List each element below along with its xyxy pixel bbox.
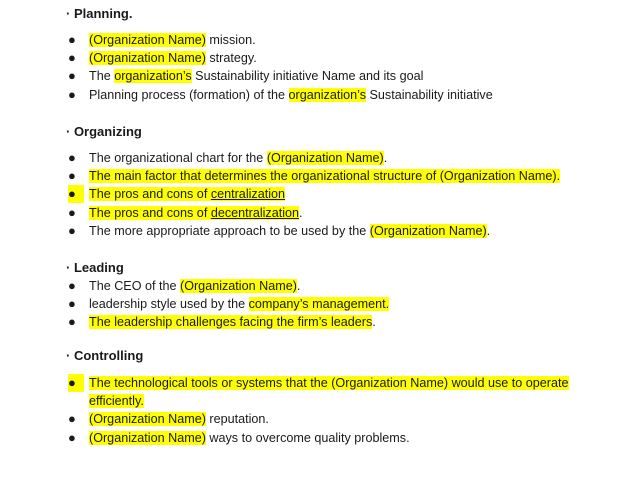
bullet-icon: ● (68, 32, 76, 47)
bullet-icon: ● (68, 223, 76, 238)
text-segment: . (299, 206, 303, 220)
text-segment: leadership style used by the (89, 297, 249, 311)
list-item (68, 204, 303, 222)
text-segment: . (372, 315, 376, 329)
text-segment: Sustainability initiative (366, 88, 493, 102)
list-item-text (89, 86, 493, 104)
highlighted-text: The pros and cons of (89, 187, 211, 201)
text-segment: Planning process (formation) of the (89, 88, 289, 102)
list-item (68, 277, 300, 295)
list-item (68, 410, 269, 428)
bullet-icon: ● (68, 168, 76, 183)
list-item-text (89, 313, 376, 331)
text-segment: The more appropriate approach to be used by the (89, 224, 370, 238)
highlighted-text: (Organization Name) (89, 412, 206, 426)
bullet-icon: ● (68, 205, 76, 220)
highlighted-text: (Organization Name) (89, 51, 206, 65)
list-item-text (89, 31, 256, 49)
section-heading-controlling: · Controlling (66, 348, 144, 363)
text-segment: ways to overcome quality problems. (205, 431, 410, 445)
list-item (68, 295, 389, 313)
text-segment: . (383, 151, 388, 165)
list-item (68, 222, 490, 240)
list-item-text (89, 222, 490, 240)
list-item (68, 149, 387, 167)
highlighted-text: centralization (210, 187, 286, 201)
text-segment: mission. (205, 33, 256, 47)
list-item (68, 67, 423, 85)
highlighted-text: (Organization Name) (89, 431, 206, 445)
bullet-icon: ● (68, 150, 76, 165)
list-item (68, 313, 376, 331)
list-item (68, 86, 493, 104)
list-item-text (89, 149, 387, 167)
text-segment: The CEO of the (89, 279, 180, 293)
section-heading-organizing: · Organizing (66, 124, 142, 139)
list-item-text (89, 204, 303, 222)
highlighted-text: organization’s (288, 88, 366, 102)
text-segment: The organizational chart for the (89, 151, 267, 165)
text-segment: The (89, 69, 115, 83)
bullet-icon: ● (68, 278, 76, 293)
bullet-icon: ● (68, 68, 76, 83)
highlighted-text: (Organization Name) (180, 279, 297, 293)
text-segment: Sustainability initiative Name and its goal (191, 69, 424, 83)
list-item-text (89, 410, 269, 428)
bullet-icon: ● (68, 411, 76, 426)
list-item-text (89, 185, 285, 203)
list-item (68, 185, 285, 203)
text-segment: . (486, 224, 491, 238)
highlighted-text: decentralization (210, 206, 300, 220)
text-segment: reputation. (205, 412, 269, 426)
text-segment: strategy. (205, 51, 257, 65)
highlighted-text: The technological tools or systems that the (Organization Name) would use to operate efficiently. (89, 376, 569, 408)
list-item (68, 167, 560, 185)
bullet-icon: ● (68, 185, 84, 203)
list-item-text (89, 167, 560, 185)
bullet-icon: ● (68, 314, 76, 329)
list-item (68, 374, 598, 410)
list-item (68, 31, 256, 49)
highlighted-text: The pros and cons of (89, 206, 211, 220)
section-heading-leading: · Leading (66, 260, 124, 275)
highlighted-text: organization’s (114, 69, 192, 83)
highlighted-text: (Organization Name) (89, 33, 206, 47)
highlighted-text: (Organization Name) (266, 151, 384, 165)
highlighted-text: The (89, 315, 111, 329)
list-item (68, 49, 257, 67)
text-segment: . (296, 279, 301, 293)
list-item-text (89, 429, 410, 447)
section-heading-planning: · Planning. (66, 6, 133, 21)
highlighted-text: The main factor that determines the organizational structure of (Organization Name). (89, 169, 561, 183)
list-item-text (89, 374, 598, 410)
list-item-text (89, 49, 257, 67)
bullet-icon: ● (68, 50, 76, 65)
bullet-icon: ● (68, 87, 76, 102)
list-item-text (89, 67, 423, 85)
list-item-text (89, 295, 389, 313)
list-item (68, 429, 410, 447)
highlighted-text: leadership challenges facing the firm’s leaders (110, 315, 373, 329)
bullet-icon: ● (68, 296, 76, 311)
bullet-icon: ● (68, 374, 84, 392)
bullet-icon: ● (68, 430, 76, 445)
highlighted-text: company’s management. (248, 297, 390, 311)
highlighted-text: (Organization Name) (369, 224, 487, 238)
list-item-text (89, 277, 300, 295)
